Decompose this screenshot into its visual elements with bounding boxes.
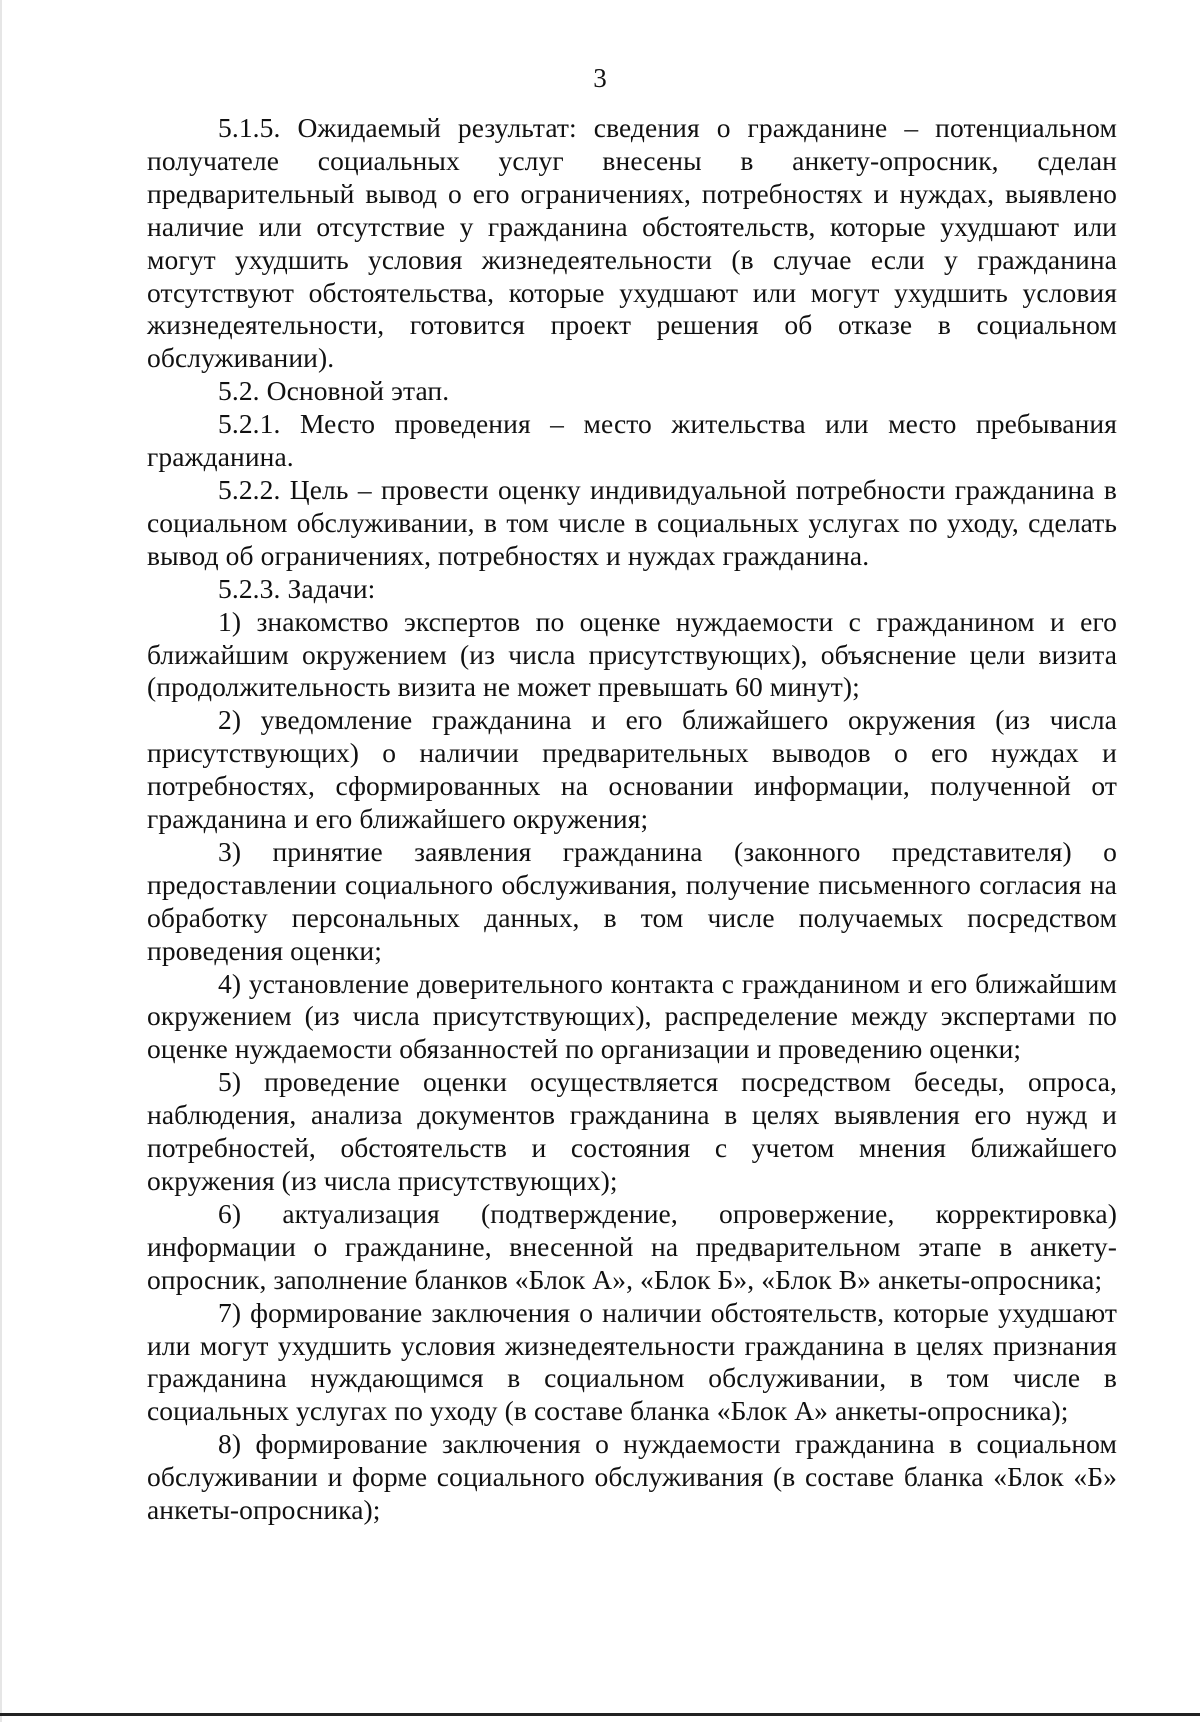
paragraph-5-1-5: 5.1.5. Ожидаемый результат: сведения о гражданине – потенциальном получателе социальных услуг внесены в анкету-опросник, сделан предварительный вывод о его ограничениях, потребностях и нуждах, выявлено наличие или отсутствие у гражданина обстоятельств, которые ухудшают или могут ухудшить условия жизнедеятельности (в случае если у гражданина отсутствуют обстоятельства, которые ухудшают или могут ухудшить условия жизнедеятельности, готовится проект решения об отказе в социальном обслуживании). (147, 112, 1117, 374)
list-item-6: 6) актуализация (подтверждение, опровержение, корректировка) информации о гражданине, внесенной на предварительном этапе в анкету-опросник, заполнение бланков «Блок А», «Блок Б», «Блок В» анкеты-опросника; (147, 1197, 1117, 1295)
page-number: 3 (593, 63, 607, 93)
list-item-4: 4) установление доверительного контакта с гражданином и его ближайшим окружением (из числа присутствующих), распределение между экспертами по оценке нуждаемости обязанностей по организации и проведению оценки; (147, 967, 1117, 1065)
list-item-2: 2) уведомление гражданина и его ближайшего окружения (из числа присутствующих) о наличии предварительных выводов о его нуждах и потребностях, сформированных на основании информации, полученной от гражданина и его ближайшего окружения; (147, 704, 1117, 835)
list-item-1: 1) знакомство экспертов по оценке нуждаемости с гражданином и его ближайшим окружением (из числа присутствующих), объяснение цели визита (продолжительность визита не может превышать 60 минут); (147, 605, 1117, 703)
scan-edge (0, 0, 2, 1722)
list-item-7: 7) формирование заключения о наличии обстоятельств, которые ухудшают или могут ухудшить условия жизнедеятельности гражданина в целях признания гражданина нуждающимся в социальном обслуживании, в том числе в социальных услугах по уходу (в составе бланка «Блок А» анкеты-опросника); (147, 1296, 1117, 1427)
paragraph-5-2-1: 5.2.1. Место проведения – место жительства или место пребывания гражданина. (147, 408, 1117, 473)
scan-bottom-border (0, 1713, 1200, 1716)
paragraph-5-2: 5.2. Основной этап. (218, 375, 450, 407)
paragraph-5-2-3: 5.2.3. Задачи: (218, 572, 376, 604)
list-item-5: 5) проведение оценки осуществляется посредством беседы, опроса, наблюдения, анализа документов гражданина в целях выявления его нужд и потребностей, обстоятельств и состояния с учетом мнения ближайшего окружения (из числа присутствующих); (147, 1066, 1117, 1196)
list-item-3: 3) принятие заявления гражданина (законного представителя) о предоставлении социального обслуживания, получение письменного согласия на обработку персональных данных, в том числе получаемых посредством проведения оценки; (147, 835, 1117, 966)
list-item-8: 8) формирование заключения о нуждаемости гражданина в социальном обслуживании и форме социального обслуживания (в составе бланка «Блок «Б» анкеты-опросника); (147, 1428, 1117, 1526)
document-body (147, 112, 1117, 1527)
paragraph-5-2-2: 5.2.2. Цель – провести оценку индивидуальной потребности гражданина в социальном обслуживании, в том числе в социальных услугах по уходу, сделать вывод об ограничениях, потребностях и нуждах гражданина. (147, 473, 1117, 571)
